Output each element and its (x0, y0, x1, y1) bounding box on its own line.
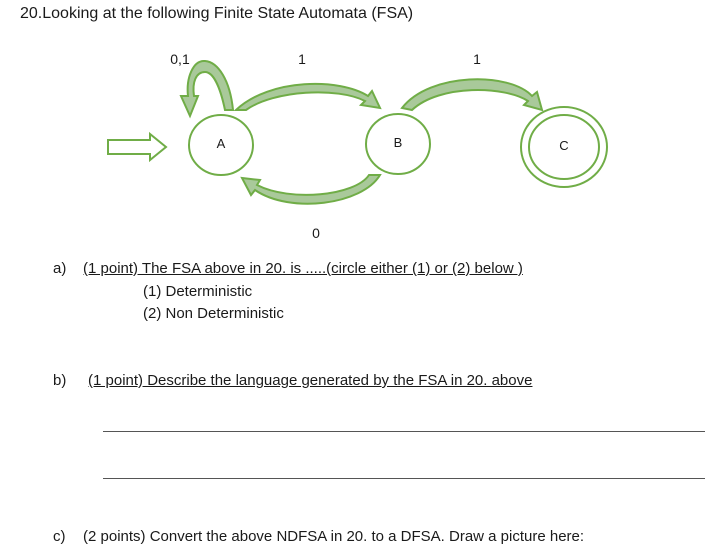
part-c-letter: c) (53, 528, 66, 545)
part-b-letter: b) (53, 372, 67, 389)
part-a-option-1: (1) Deterministic (143, 283, 253, 300)
state-a (189, 115, 253, 175)
part-a-option-2: (2) Non Deterministic (143, 305, 284, 322)
part-b-text: (1 point) Describe the language generated by the FSA in 20. above (88, 372, 533, 389)
state-b-label: B (393, 135, 403, 150)
edge-a-b (236, 84, 380, 110)
state-b (366, 114, 430, 174)
edge-label-a-a: 0,1 (170, 51, 190, 67)
edge-label-b-c: 1 (473, 51, 481, 67)
state-a-label: A (216, 136, 226, 151)
fsa-diagram (0, 0, 721, 250)
edge-b-a (242, 175, 380, 204)
edge-label-b-a: 0 (312, 225, 320, 241)
part-c-text: (2 points) Convert the above NDFSA in 20. to a DFSA. Draw a picture here: (83, 528, 585, 545)
start-arrow (108, 134, 166, 160)
question-title: 20.Looking at the following Finite State Automata (FSA) (20, 5, 414, 22)
part-a-letter: a) (53, 260, 67, 277)
answer-line-1 (103, 431, 705, 432)
state-c (521, 107, 607, 187)
answer-line-2 (103, 478, 705, 479)
edge-label-a-b: 1 (298, 51, 306, 67)
part-a-text: (1 point) The FSA above in 20. is .....(circle either (1) or (2) below ) (83, 260, 523, 277)
edge-b-c (402, 79, 542, 110)
state-c-label: C (559, 138, 569, 153)
self-loop-a (181, 61, 233, 116)
